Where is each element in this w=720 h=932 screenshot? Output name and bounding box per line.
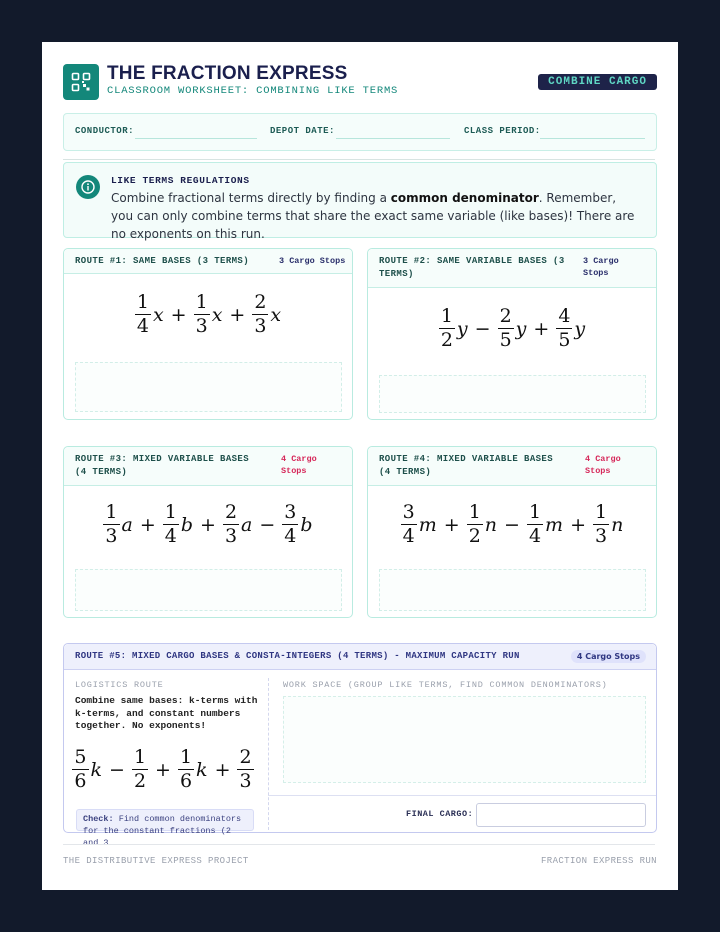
conductor-label: CONDUCTOR: (75, 126, 135, 136)
route-2-stops: 3 Cargo Stops (583, 256, 619, 278)
class-period-field[interactable] (540, 138, 645, 139)
route-4-card (367, 446, 657, 618)
regulations-title: LIKE TERMS REGULATIONS (111, 175, 250, 186)
route-1-stops: 3 Cargo Stops (279, 256, 346, 266)
route-3-header (64, 447, 352, 486)
route-3-stops: 4 Cargo Stops (281, 454, 317, 476)
route-5-divider (268, 678, 269, 830)
route-2-header (368, 249, 656, 288)
route-4-work-area[interactable] (379, 569, 646, 611)
route-5-expression: $\frac{5}{6}$ k − $\frac{1}{2}$ + $\frac{1}{6}$ k + $\frac{2}{3}$ (74, 746, 252, 792)
final-cargo-row (268, 795, 656, 796)
final-cargo-label: FINAL CARGO: (406, 809, 474, 819)
route-4-stops: 4 Cargo Stops (585, 454, 621, 476)
route-4-header (368, 447, 656, 486)
route-1-work-area[interactable] (75, 362, 342, 412)
route-2-card (367, 248, 657, 420)
route-3-card (63, 446, 353, 618)
route-1-expression: $\frac{1}{4}$ x + $\frac{1}{3}$ x + $\frac{2}{3}$ x (136, 291, 282, 337)
footer-left: THE DISTRIBUTIVE EXPRESS PROJECT (63, 856, 249, 866)
route-5-work-area[interactable] (283, 696, 646, 783)
regulations-box (63, 162, 657, 241)
route-2-expression: $\frac{1}{2}$ y − $\frac{2}{5}$ y + $\frac{4}{5}$ y (440, 305, 586, 351)
student-info-row (63, 113, 657, 151)
check-hint: Check: Find common denominators for the constant fractions (2 and 3 (76, 809, 254, 831)
worksheet-page (42, 42, 678, 890)
route-3-title: ROUTE #3: MIXED VARIABLE BASES (4 TERMS) (75, 454, 250, 477)
page-title: THE FRACTION EXPRESS (107, 63, 348, 84)
route-2-work-area[interactable] (379, 375, 646, 413)
route-5-instructions: Combine same bases: k-terms with k-terms, and constant numbers together. No exponents! (75, 695, 258, 731)
route-5-stops: 4 Cargo Stops (571, 650, 646, 663)
logistics-route-label: LOGISTICS ROUTE (75, 680, 164, 690)
page-subtitle: CLASSROOM WORKSHEET: COMBINING LIKE TERMS (107, 85, 399, 97)
class-period-label: CLASS PERIOD: (464, 126, 541, 136)
divider (63, 159, 655, 160)
route-1-card (63, 248, 353, 420)
conductor-field[interactable] (135, 138, 257, 139)
depot-date-field[interactable] (336, 138, 450, 139)
route-5-header (64, 644, 656, 670)
workspace-label: WORK SPACE (GROUP LIKE TERMS, FIND COMMON DENOMINATORS) (283, 680, 608, 690)
qr-code-icon (63, 64, 99, 100)
route-4-title: ROUTE #4: MIXED VARIABLE BASES (4 TERMS) (379, 454, 554, 477)
route-5-title: ROUTE #5: MIXED CARGO BASES & CONSTA-INTEGERS (4 TERMS) - MAXIMUM CAPACITY RUN (75, 651, 520, 661)
combine-cargo-badge: COMBINE CARGO (538, 74, 657, 90)
route-5-card (63, 643, 657, 848)
route-1-title: ROUTE #1: SAME BASES (3 TERMS) (75, 256, 250, 266)
info-icon (76, 175, 100, 199)
final-cargo-input[interactable] (476, 803, 646, 827)
route-3-expression: $\frac{1}{3}$ a + $\frac{1}{4}$ b + $\frac{2}{3}$ a − $\frac{3}{4}$ b (105, 501, 313, 547)
regulations-bold: common denominator (390, 191, 539, 205)
depot-date-label: DEPOT DATE: (270, 126, 335, 136)
route-4-expression: $\frac{3}{4}$ m + $\frac{1}{2}$ n − $\frac{1}{4}$ m + $\frac{1}{3}$ n (402, 501, 624, 547)
regulations-text: Combine fractional terms directly by finding a common denominator. Remember, you can only combine terms that share the exact same variable (like bases)! There are no exponents on this run. (111, 191, 635, 241)
route-1-header (64, 249, 352, 274)
route-3-work-area[interactable] (75, 569, 342, 611)
footer-right: FRACTION EXPRESS RUN (540, 856, 657, 866)
footer-divider (63, 844, 655, 845)
route-2-title: ROUTE #2: SAME VARIABLE BASES (3 TERMS) (379, 256, 565, 279)
